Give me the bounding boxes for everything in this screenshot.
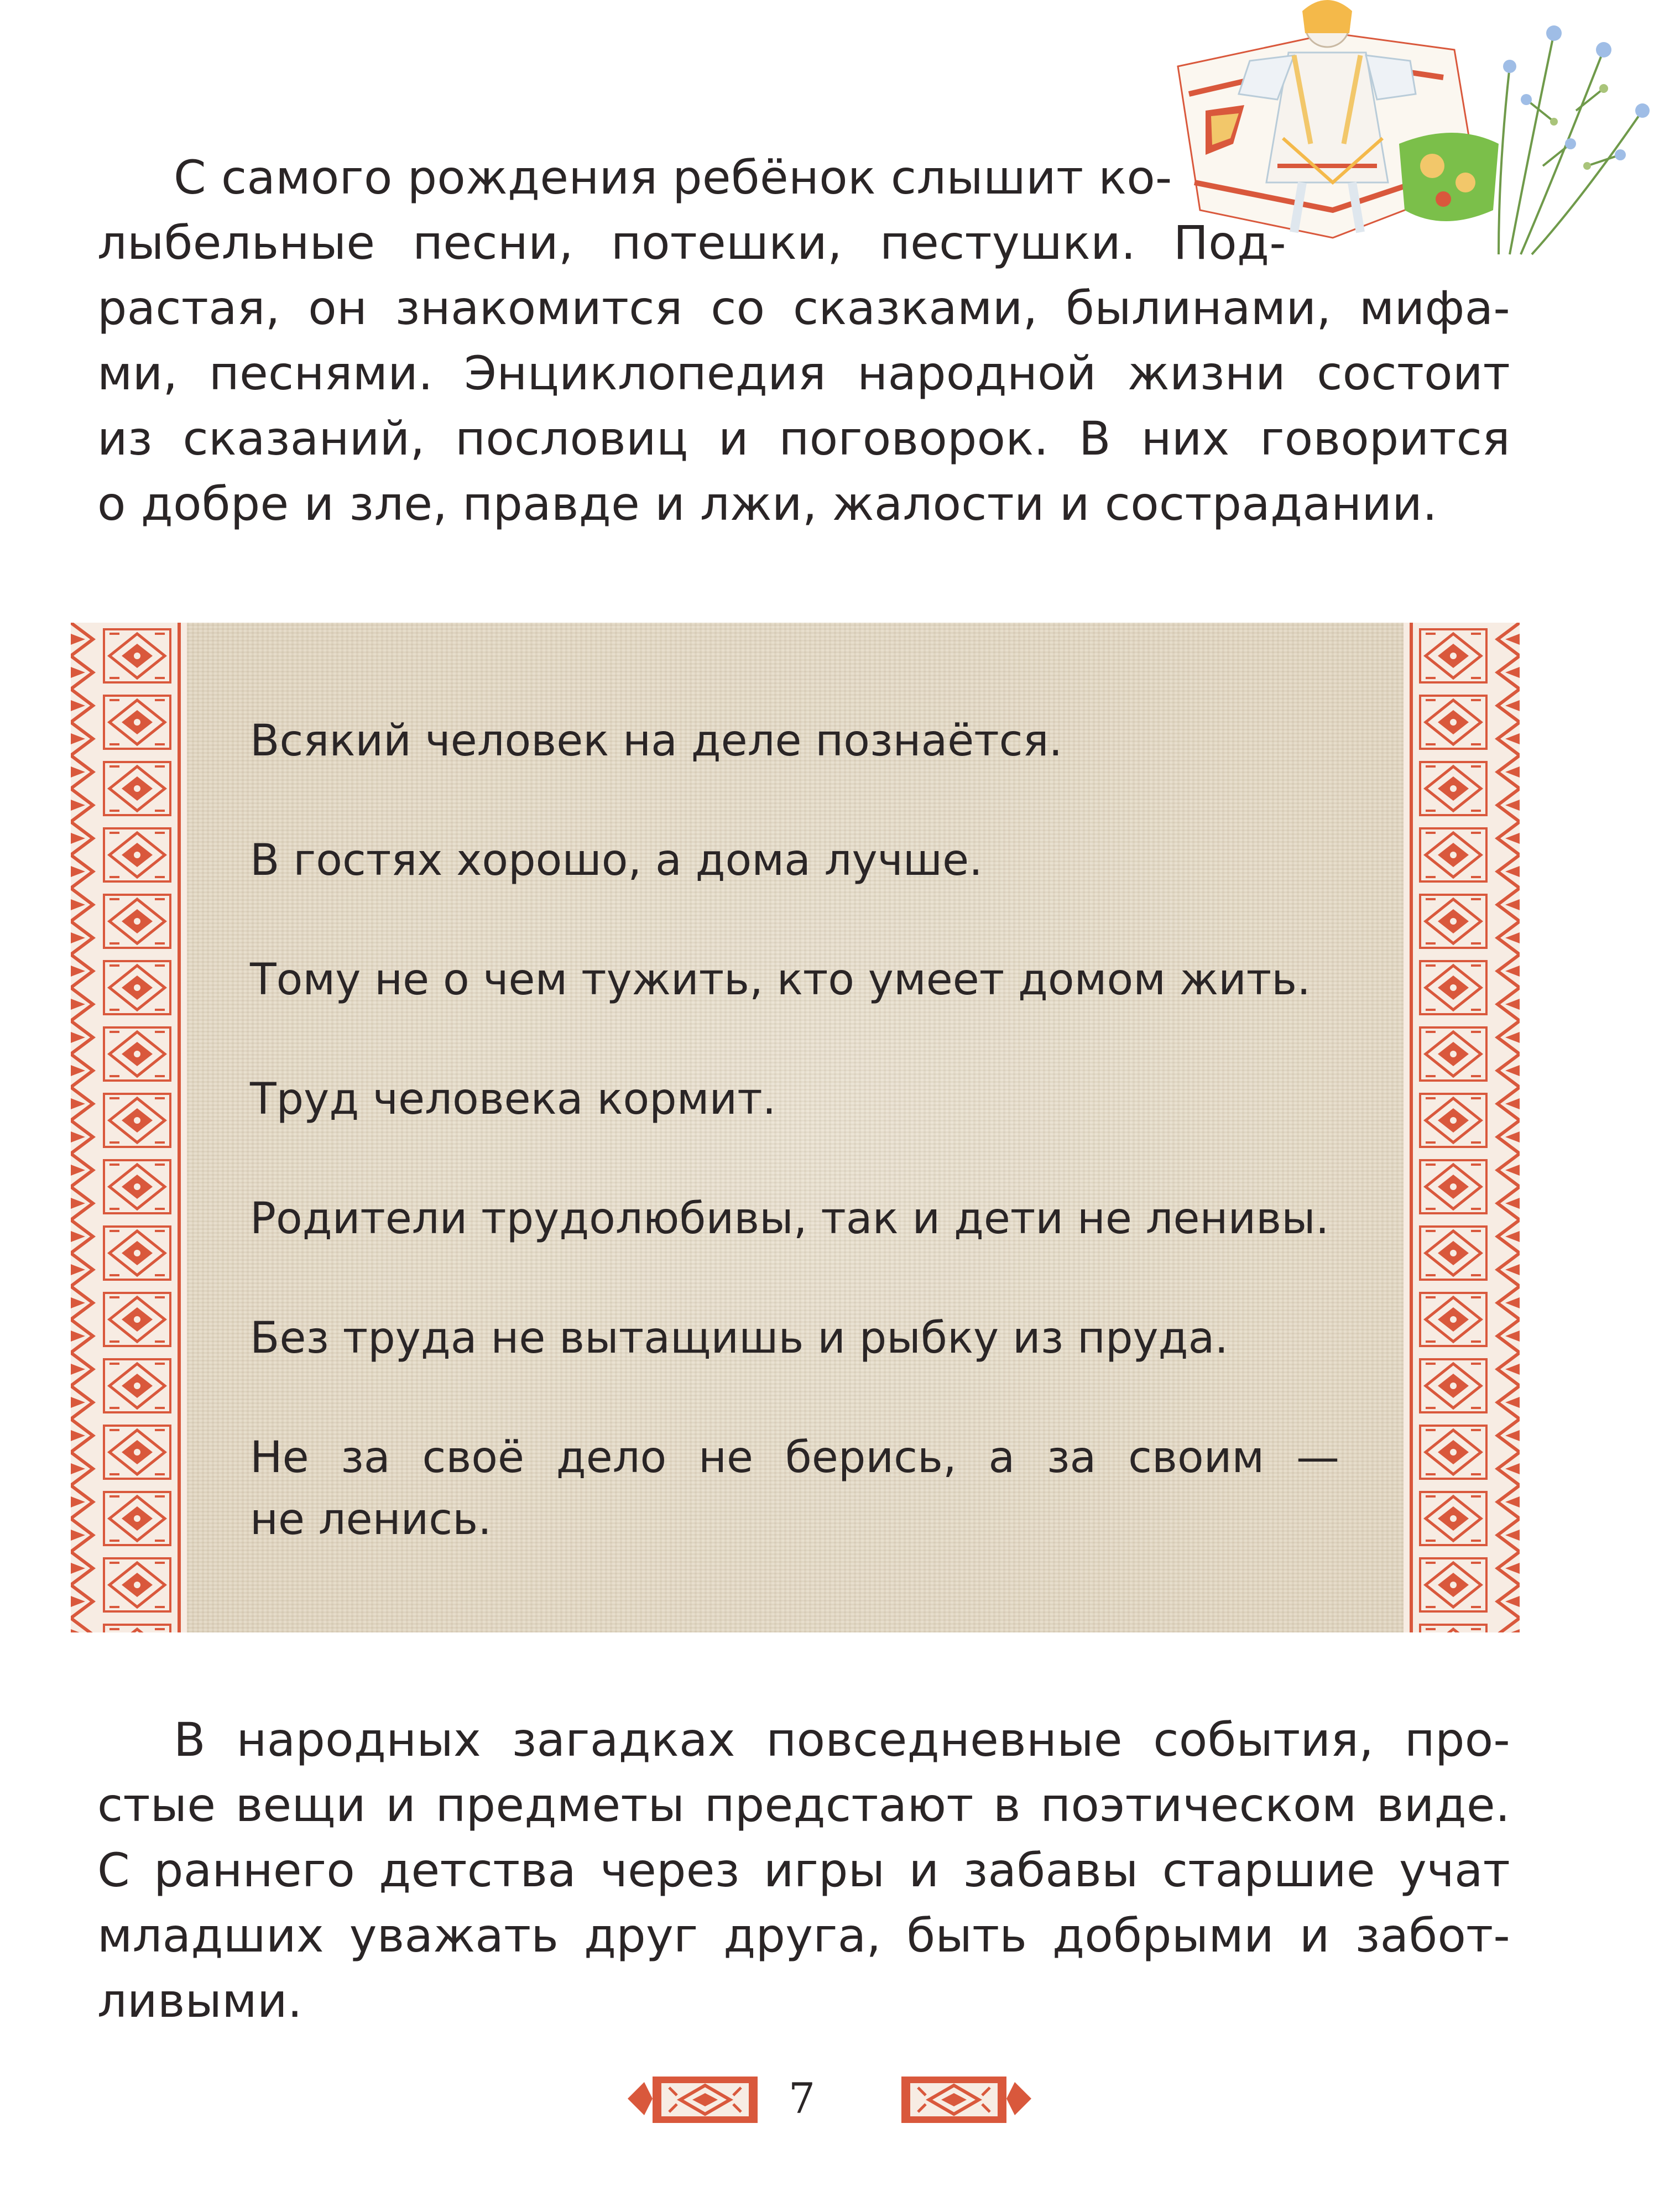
proverb: Всякий человек на деле познаётся.: [250, 716, 1063, 766]
proverb: [250, 1427, 1339, 1551]
page-number: 7: [788, 2074, 816, 2123]
outro-paragraph: [97, 1707, 1510, 2033]
text-line: растая, он знакомится со сказками, былинами, мифа-: [97, 281, 1510, 335]
proverb-line: не ленись.: [250, 1495, 492, 1545]
text-line: С раннего детства через игры и забавы старшие учат: [97, 1843, 1510, 1897]
text-line: ми, песнями. Энциклопедия народной жизни состоит: [97, 346, 1510, 400]
folk-embroidery-border-right: [1404, 623, 1520, 1632]
text-line: о добре и зле, правде и лжи, жалости и сострадании.: [97, 477, 1438, 531]
text-line: С самого рождения ребёнок слышит ко-: [174, 150, 1172, 205]
proverb: Без труда не вытащишь и рыбку из пруда.: [250, 1313, 1229, 1363]
proverb-line: Не за своё дело не берись, а за своим —: [250, 1433, 1339, 1483]
proverb: Родители трудолюбивы, так и дети не ленивы.: [250, 1194, 1329, 1244]
text-line: В народных загадках повседневные события, про-: [174, 1713, 1510, 1767]
text-line: стые вещи и предметы предстают в поэтическом виде.: [97, 1778, 1510, 1832]
proverb: Труд человека кормит.: [250, 1074, 776, 1124]
text-line: ливыми.: [97, 1974, 302, 2028]
proverb: Тому не о чем тужить, кто умеет домом жить.: [250, 955, 1311, 1005]
proverbs-list: [250, 710, 1339, 1608]
embroidery-ornament-left-icon: [628, 2077, 758, 2123]
text-line: из сказаний, пословиц и поговорок. В них говорится: [97, 411, 1510, 466]
flax-flowers: [1503, 25, 1650, 160]
folk-embroidery-border-left: [71, 623, 187, 1632]
embroidery-ornament-right-icon: [901, 2077, 1031, 2123]
proverb: В гостях хорошо, а дома лучше.: [250, 836, 983, 885]
text-line: лыбельные песни, потешки, пестушки. Под-: [97, 216, 1286, 270]
intro-paragraph: [97, 145, 1510, 536]
flax-buds: [1550, 84, 1608, 170]
text-line: младших уважать друг друга, быть добрыми и забот-: [97, 1908, 1510, 1963]
